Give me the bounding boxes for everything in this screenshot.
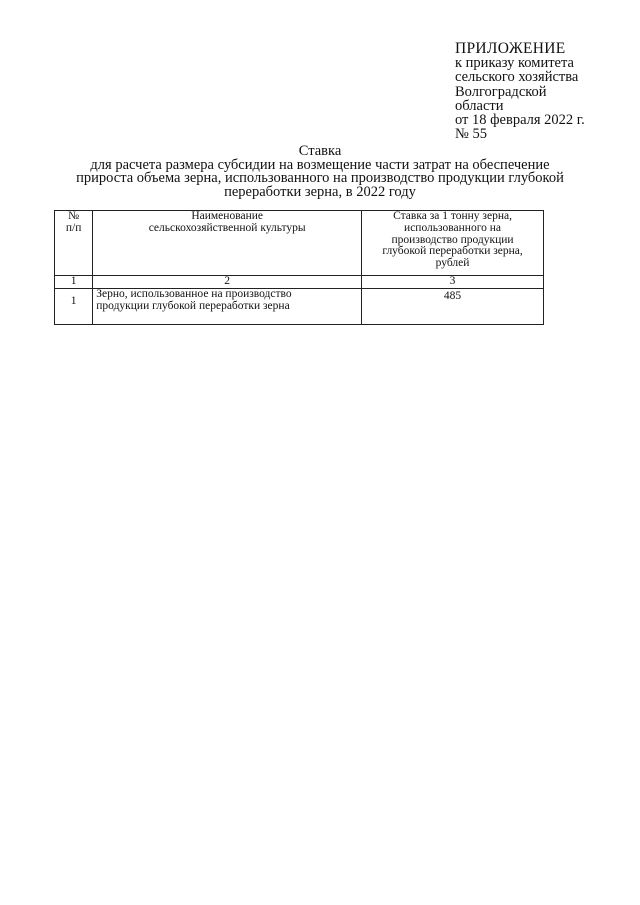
document-heading bbox=[40, 145, 600, 199]
heading-line-1: для расчета размера субсидии на возмещение части затрат на обеспечение bbox=[90, 156, 550, 173]
header-cell-rate bbox=[362, 211, 544, 276]
header-cell-name bbox=[93, 211, 362, 276]
column-number-2: 2 bbox=[93, 276, 362, 289]
heading-title: Ставка bbox=[298, 143, 342, 159]
appendix-line-region: Волгоградской bbox=[455, 83, 547, 100]
appendix-line-order: к приказу комитета bbox=[455, 55, 574, 72]
row-index: 1 bbox=[55, 288, 93, 324]
header-rate-line-1: Ставка за 1 тонну зерна, bbox=[393, 210, 512, 222]
header-number-line-2: п/п bbox=[65, 221, 82, 234]
row-crop-name-line-1: Зерно, использованное на производство bbox=[96, 287, 292, 300]
row-crop-name bbox=[93, 288, 362, 324]
column-number-3: 3 bbox=[362, 276, 544, 289]
appendix-line-number: № 55 bbox=[455, 126, 487, 143]
header-name-line-1: Наименование bbox=[191, 210, 263, 222]
header-name-line-2: сельскохозяйственной культуры bbox=[148, 221, 306, 234]
row-rate-value: 485 bbox=[362, 288, 544, 324]
appendix-line-oblast: области bbox=[455, 97, 504, 114]
table-column-numbers-row bbox=[55, 276, 544, 289]
header-rate-line-3: производство продукции bbox=[391, 233, 514, 246]
appendix-line-committee: сельского хозяйства bbox=[455, 69, 579, 86]
header-rate-line-2: использованного на bbox=[404, 221, 502, 234]
row-crop-name-line-2: продукции глубокой переработки зерна bbox=[96, 299, 290, 312]
header-number-line-1: № bbox=[68, 210, 80, 222]
heading-line-3: переработки зерна, в 2022 году bbox=[224, 183, 416, 200]
header-cell-number bbox=[55, 211, 93, 276]
column-number-1: 1 bbox=[55, 276, 93, 289]
heading-line-2: прироста объема зерна, использованного на производство продукции глубокой bbox=[76, 170, 564, 186]
header-rate-line-4: глубокой переработки зерна, bbox=[382, 245, 523, 258]
rates-table bbox=[54, 210, 544, 325]
table-header-row bbox=[55, 211, 544, 276]
header-rate-line-5: рублей bbox=[435, 257, 470, 270]
appendix-title: ПРИЛОЖЕНИЕ bbox=[455, 40, 566, 57]
table-row bbox=[55, 288, 544, 324]
appendix-block bbox=[455, 42, 635, 141]
appendix-line-date: от 18 февраля 2022 г. bbox=[455, 112, 585, 129]
